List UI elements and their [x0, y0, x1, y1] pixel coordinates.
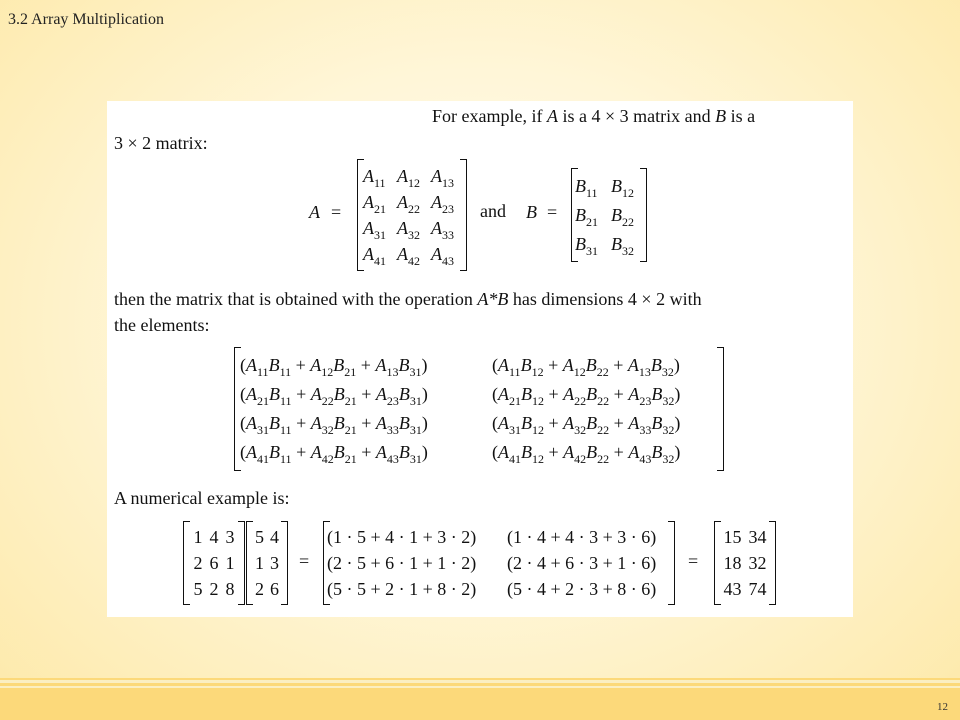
paragraph-line-2: the elements: [114, 315, 210, 335]
numeric-element: 2 [193, 553, 203, 573]
numeric-element: 34 [748, 527, 767, 547]
numerical-heading: A numerical example is: [114, 488, 290, 508]
footer-stripe [0, 686, 960, 688]
intro-line-2: 3 × 2 matrix: [114, 133, 208, 153]
result-element: $(A_{31}B_{12} + A_{32}B_{22} + A_{33}B_{32})$ [492, 412, 681, 437]
numeric-element: 18 [723, 553, 742, 573]
numeric-element: 15 [723, 527, 742, 547]
result-element: $(A_{11}B_{12} + A_{12}B_{22} + A_{13}B_{32})$ [492, 354, 680, 379]
numeric-matrix-4 [714, 521, 776, 605]
intro-line-1: For example, if A is a 4 × 3 matrix and B is a [432, 106, 756, 126]
numeric-element: 2 [209, 579, 219, 599]
matrix-element: $B_{32}$ [611, 233, 634, 258]
matrix-a [357, 159, 467, 271]
equals-b: = [547, 202, 558, 222]
equals-2: = [688, 551, 699, 571]
numeric-element: 43 [723, 579, 742, 599]
numeric-element: 3 [225, 527, 235, 547]
matrix-element: $A_{12}$ [397, 166, 420, 190]
footer-band [0, 678, 960, 720]
numeric-element: (1 · 5 + 4 · 1 + 3 · 2) [327, 527, 477, 547]
numeric-element: 1 [225, 553, 235, 573]
numeric-element: 1 [255, 553, 264, 573]
result-element: $(A_{21}B_{12} + A_{22}B_{22} + A_{23}B_{32})$ [492, 383, 681, 408]
matrix-element: $B_{22}$ [611, 204, 634, 229]
matrix-element: $A_{32}$ [397, 218, 420, 242]
matrix-element: $A_{31}$ [363, 218, 386, 242]
matrix-b [571, 168, 647, 262]
numeric-matrix-3 [323, 521, 675, 605]
numeric-element: 5 [193, 579, 203, 599]
paragraph-line-1: then the matrix that is obtained with the operation A*B has dimensions 4 × 2 with [114, 289, 702, 309]
matrix-element: $B_{11}$ [575, 175, 598, 200]
matrix-element: $A_{33}$ [431, 218, 454, 242]
numeric-element: 3 [270, 553, 279, 573]
matrix-element: $A_{41}$ [363, 244, 386, 268]
footer-stripe [0, 680, 960, 683]
result-element: $(A_{41}B_{11} + A_{42}B_{21} + A_{43}B_{31})$ [240, 441, 428, 466]
matrix-element: $A_{11}$ [363, 166, 386, 190]
numeric-matrix-2 [246, 521, 288, 605]
matrix-element: $B_{31}$ [575, 233, 598, 258]
matrix-element: $A_{42}$ [397, 244, 420, 268]
matrix-element: $A_{22}$ [397, 192, 420, 216]
result-element: $(A_{21}B_{11} + A_{22}B_{21} + A_{23}B_{31})$ [240, 383, 428, 408]
matrix-element: $A_{43}$ [431, 244, 454, 268]
numeric-element: (2 · 4 + 6 · 3 + 1 · 6) [507, 553, 657, 573]
lhs-a: A [309, 202, 320, 222]
page-number: 12 [937, 701, 948, 713]
numeric-element: (5 · 5 + 2 · 1 + 8 · 2) [327, 579, 477, 599]
numeric-element: 74 [748, 579, 767, 599]
result-element: $(A_{31}B_{11} + A_{32}B_{21} + A_{33}B_{31})$ [240, 412, 428, 437]
lhs-b: B [526, 202, 537, 222]
matrix-element: $A_{21}$ [363, 192, 386, 216]
numeric-element: 8 [225, 579, 235, 599]
numeric-element: 6 [209, 553, 219, 573]
numeric-element: 32 [748, 553, 767, 573]
equals-1: = [299, 551, 310, 571]
numeric-element: 2 [255, 579, 264, 599]
numeric-element: (5 · 4 + 2 · 3 + 8 · 6) [507, 579, 657, 599]
slide-title: 3.2 Array Multiplication [8, 11, 164, 28]
matrix-element: $A_{23}$ [431, 192, 454, 216]
result-element: $(A_{41}B_{12} + A_{42}B_{22} + A_{43}B_{32})$ [492, 441, 681, 466]
matrix-element: $B_{21}$ [575, 204, 598, 229]
result-matrix [234, 347, 724, 471]
matrix-element: $A_{13}$ [431, 166, 454, 190]
and-word: and [480, 201, 506, 221]
numeric-element: 5 [255, 527, 264, 547]
equals-a: = [331, 202, 342, 222]
content-panel [107, 101, 853, 617]
numeric-element: 1 [193, 527, 203, 547]
numeric-element: 4 [209, 527, 219, 547]
numeric-element: 4 [270, 527, 279, 547]
matrix-element: $B_{12}$ [611, 175, 634, 200]
result-element: $(A_{11}B_{11} + A_{12}B_{21} + A_{13}B_{31})$ [240, 354, 428, 379]
numeric-matrix-1 [183, 521, 245, 605]
numeric-element: (1 · 4 + 4 · 3 + 3 · 6) [507, 527, 657, 547]
numeric-element: 6 [270, 579, 279, 599]
numeric-element: (2 · 5 + 6 · 1 + 1 · 2) [327, 553, 477, 573]
